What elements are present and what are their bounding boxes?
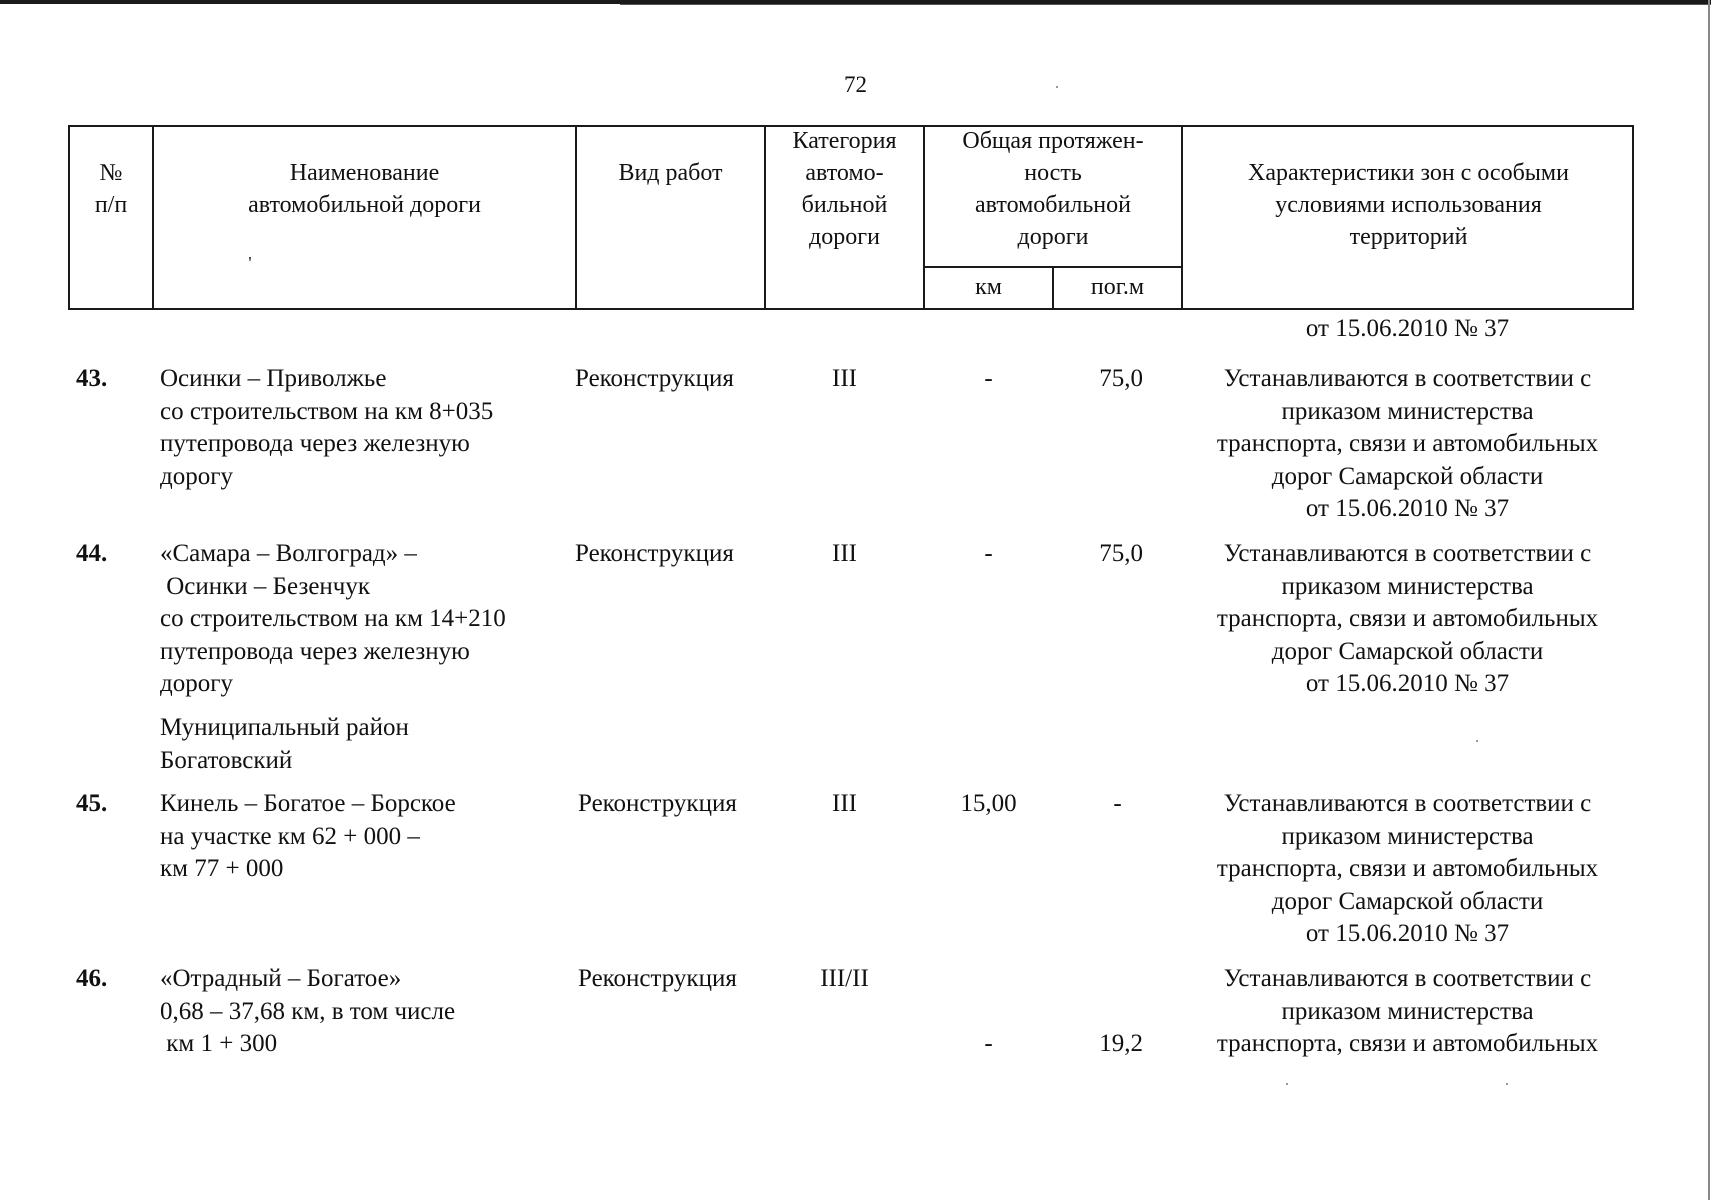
- length-linear-meters: 75,0: [1099, 365, 1143, 392]
- page-number: 72: [844, 72, 867, 97]
- zone-characteristics: Устанавливаются в соответствии с приказом министерства транспорта, связи и автомобильных дорог Самарской области от 15.06.2010 № 37: [1216, 540, 1599, 697]
- length-linear-meters: 75,0: [1099, 540, 1143, 567]
- zone-characteristics: Устанавливаются в соответствии с приказом министерства транспорта, связи и автомобильных дорог Самарской области от 15.06.2010 № 37: [1216, 365, 1599, 522]
- section-heading: Муниципальный район Богатовский: [160, 714, 409, 774]
- length-km: -: [984, 1030, 993, 1057]
- work-type: Реконструкция: [575, 540, 734, 567]
- length-linear-meters: 19,2: [1099, 1030, 1143, 1057]
- header-work-type: Вид работ: [618, 160, 723, 186]
- header-road-name: Наименование автомобильной дороги: [248, 160, 481, 218]
- road-name: Осинки – Приволжье со строительством на км 8+035 путепровода через железную дорогу: [160, 365, 494, 490]
- header-zone-characteristics: Характеристики зон с особыми условиями использования территорий: [1248, 160, 1569, 250]
- header-total-length: Общая протяжен- ность автомобильной дороги: [962, 128, 1144, 250]
- header-linear-meters: пог.м: [1090, 274, 1145, 300]
- header-subdivider: [923, 266, 1181, 268]
- road-category: III: [832, 540, 857, 567]
- table-header: [68, 125, 1634, 310]
- road-category: III: [832, 365, 857, 392]
- road-name: «Отрадный – Богатое» 0,68 – 37,68 км, в том числе км 1 + 300: [160, 965, 456, 1057]
- length-km: -: [984, 365, 993, 392]
- header-divider: [575, 127, 577, 308]
- road-name: «Самара – Волгоград» – Осинки – Безенчук со строительством на км 14+210 путепровода через железную дорогу: [160, 540, 506, 697]
- row-number: 46.: [76, 965, 108, 992]
- length-linear-meters: -: [1113, 790, 1122, 817]
- work-type: Реконструкция: [578, 790, 737, 817]
- carryover-text: от 15.06.2010 № 37: [1305, 315, 1510, 342]
- zone-characteristics: Устанавливаются в соответствии с приказом министерства транспорта, связи и автомобильных дорог Самарской области от 15.06.2010 № 37: [1216, 790, 1599, 947]
- road-category: III/II: [820, 965, 869, 992]
- road-category: III: [832, 790, 857, 817]
- right-edge-line: [1708, 0, 1710, 1200]
- length-km: -: [984, 540, 993, 567]
- row-number: 45.: [76, 790, 108, 817]
- top-border-line-thin: [620, 4, 1711, 5]
- header-number: № п/п: [94, 160, 128, 218]
- row-number: 43.: [76, 365, 108, 392]
- zone-characteristics: Устанавливаются в соответствии с приказом министерства транспорта, связи и автомобильных: [1216, 965, 1599, 1057]
- length-km: 15,00: [960, 790, 1017, 817]
- scan-speck: [1056, 86, 1058, 88]
- scan-speck: [1286, 1083, 1288, 1085]
- road-name: Кинель – Богатое – Борское на участке км 62 + 000 – км 77 + 000: [160, 790, 456, 882]
- header-road-category: Категория автомо- бильной дороги: [792, 128, 897, 250]
- header-stray-mark: ': [248, 253, 252, 273]
- scan-speck: [1506, 1083, 1508, 1085]
- work-type: Реконструкция: [575, 365, 734, 392]
- scan-speck: [1476, 740, 1478, 742]
- header-km: км: [975, 274, 1002, 300]
- row-number: 44.: [76, 540, 108, 567]
- work-type: Реконструкция: [578, 965, 737, 992]
